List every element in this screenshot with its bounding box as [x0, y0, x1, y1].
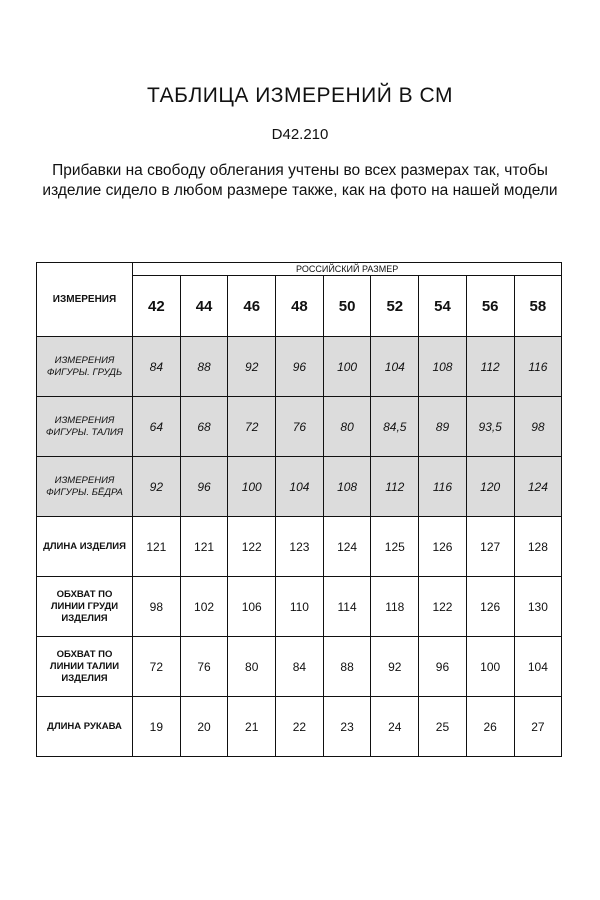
table-cell: 88: [180, 337, 228, 397]
table-cell: 92: [228, 337, 276, 397]
row-label: ИЗМЕРЕНИЯ ФИГУРЫ. ГРУДЬ: [37, 337, 133, 397]
table-cell: 80: [323, 397, 371, 457]
table-row: [37, 397, 562, 457]
table-cell: 100: [228, 457, 276, 517]
table-cell: 21: [228, 697, 276, 757]
table-cell: 124: [323, 517, 371, 577]
table-cell: 104: [276, 457, 324, 517]
table-row: [37, 577, 562, 637]
table-cell: 123: [276, 517, 324, 577]
russian-size-header: РОССИЙСКИЙ РАЗМЕР: [133, 263, 562, 276]
table-cell: 100: [323, 337, 371, 397]
table-cell: 20: [180, 697, 228, 757]
table-cell: 72: [228, 397, 276, 457]
size-header-cell: 46: [228, 276, 276, 337]
table-cell: 100: [466, 637, 514, 697]
table-cell: 68: [180, 397, 228, 457]
table-cell: 22: [276, 697, 324, 757]
table-cell: 122: [419, 577, 467, 637]
table-row: [37, 517, 562, 577]
table-cell: 92: [133, 457, 181, 517]
row-label: ИЗМЕРЕНИЯ ФИГУРЫ. ТАЛИЯ: [37, 397, 133, 457]
measurements-header: ИЗМЕРЕНИЯ: [37, 263, 133, 337]
table-row: [37, 697, 562, 757]
table-cell: 64: [133, 397, 181, 457]
table-cell: 72: [133, 637, 181, 697]
table-row: [37, 637, 562, 697]
row-label: ИЗМЕРЕНИЯ ФИГУРЫ. БЁДРА: [37, 457, 133, 517]
fit-note: Прибавки на свободу облегания учтены во всех размерах так, чтобы изделие сидело в любом размере также, как на фото на нашей модели: [42, 162, 558, 199]
table-cell: 96: [180, 457, 228, 517]
table-cell: 125: [371, 517, 419, 577]
table-cell: 93,5: [466, 397, 514, 457]
table-cell: 121: [133, 517, 181, 577]
table-cell: 76: [180, 637, 228, 697]
row-label: ДЛИНА РУКАВА: [37, 697, 133, 757]
table-cell: 24: [371, 697, 419, 757]
table-cell: 118: [371, 577, 419, 637]
size-header-cell: 48: [276, 276, 324, 337]
table-row: [37, 457, 562, 517]
table-cell: 88: [323, 637, 371, 697]
table-cell: 25: [419, 697, 467, 757]
table-cell: 120: [466, 457, 514, 517]
table-cell: 96: [419, 637, 467, 697]
table-cell: 112: [371, 457, 419, 517]
size-header-cell: 50: [323, 276, 371, 337]
table-cell: 114: [323, 577, 371, 637]
table-cell: 126: [419, 517, 467, 577]
table-cell: 76: [276, 397, 324, 457]
row-label: ОБХВАТ ПО ЛИНИИ ТАЛИИ ИЗДЕЛИЯ: [37, 637, 133, 697]
table-cell: 127: [466, 517, 514, 577]
table-cell: 124: [514, 457, 562, 517]
table-cell: 116: [419, 457, 467, 517]
table-cell: 84,5: [371, 397, 419, 457]
table-cell: 108: [419, 337, 467, 397]
size-header-cell: 42: [133, 276, 181, 337]
table-cell: 110: [276, 577, 324, 637]
size-header-cell: 56: [466, 276, 514, 337]
table-cell: 19: [133, 697, 181, 757]
table-cell: 89: [419, 397, 467, 457]
table-cell: 126: [466, 577, 514, 637]
size-header-cell: 44: [180, 276, 228, 337]
table-row: [37, 337, 562, 397]
table-cell: 26: [466, 697, 514, 757]
table-cell: 80: [228, 637, 276, 697]
size-header-cell: 58: [514, 276, 562, 337]
table-cell: 102: [180, 577, 228, 637]
table-cell: 130: [514, 577, 562, 637]
size-header-cell: 52: [371, 276, 419, 337]
table-cell: 106: [228, 577, 276, 637]
size-table: [36, 262, 562, 757]
article-number: D42.210: [271, 126, 329, 143]
table-cell: 112: [466, 337, 514, 397]
row-label: ДЛИНА ИЗДЕЛИЯ: [37, 517, 133, 577]
table-cell: 84: [133, 337, 181, 397]
table-cell: 96: [276, 337, 324, 397]
table-cell: 122: [228, 517, 276, 577]
table-cell: 108: [323, 457, 371, 517]
table-cell: 84: [276, 637, 324, 697]
table-cell: 116: [514, 337, 562, 397]
table-cell: 23: [323, 697, 371, 757]
table-cell: 98: [514, 397, 562, 457]
size-header-cell: 54: [419, 276, 467, 337]
table-cell: 92: [371, 637, 419, 697]
table-cell: 98: [133, 577, 181, 637]
table-cell: 27: [514, 697, 562, 757]
row-label: ОБХВАТ ПО ЛИНИИ ГРУДИ ИЗДЕЛИЯ: [37, 577, 133, 637]
page-title: ТАБЛИЦА ИЗМЕРЕНИЙ В СМ: [147, 84, 453, 107]
table-cell: 121: [180, 517, 228, 577]
table-cell: 104: [371, 337, 419, 397]
table-cell: 128: [514, 517, 562, 577]
table-cell: 104: [514, 637, 562, 697]
